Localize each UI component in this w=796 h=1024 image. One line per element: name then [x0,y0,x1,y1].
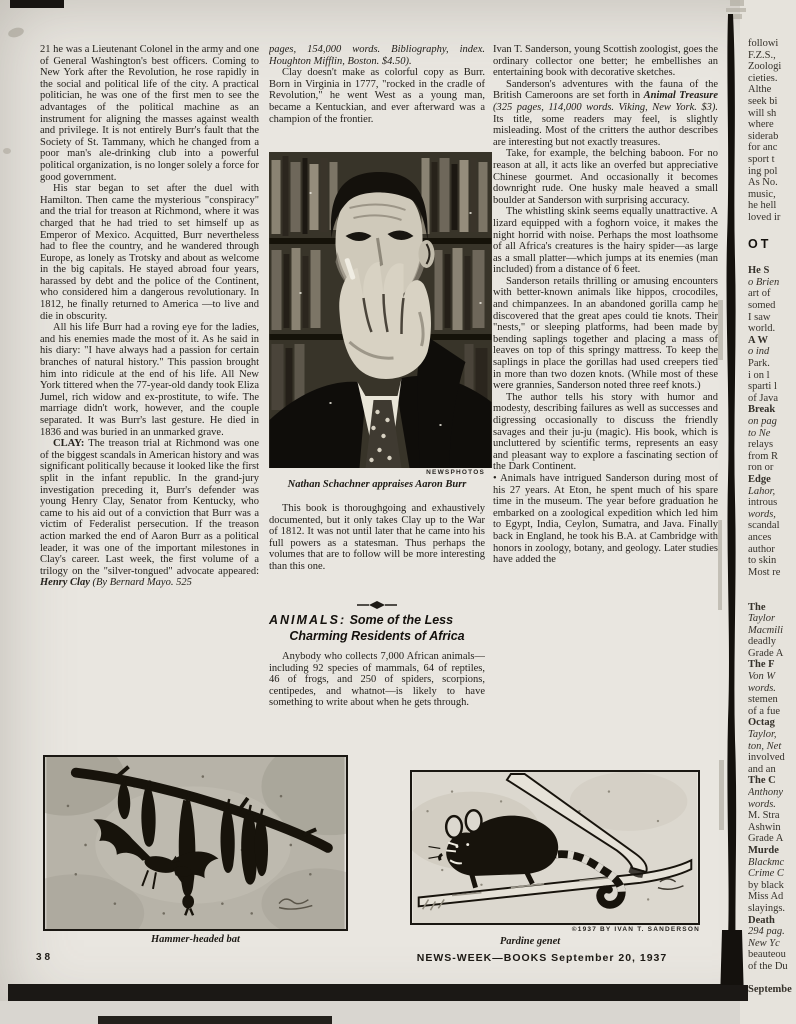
column-2-mid [269,503,485,591]
sliver-text-line: Octag [748,717,775,729]
bottom-black-bar [8,984,796,1001]
sliver-text-line: of a fue [748,705,781,717]
genet-illustration [410,770,700,925]
sliver-text-line: I saw [748,311,771,323]
book-reference-continued: pages, 154,000 words. Bibliography, index. Houghton Mifflin, Boston. $4.50). [269,44,485,67]
sliver-text-line: A W [748,334,768,346]
sliver-text-line: will sh [748,107,777,119]
heading-rest: Some of the Less [346,613,454,627]
sliver-text-line: ton, Net [748,740,782,752]
sliver-text-line [748,254,796,266]
paragraph: This book is thoroughgoing and exhaustively documented, but it only takes Clay up to the War of 1812. It was not until later that he came into his full powers as a statesman. Thus perhaps the volumes that are to follow will be more interesting than this one. [269,503,485,572]
schachner-photo [269,152,492,468]
paragraph-text: Sanderson's adventures with the fauna of the British Cameroons are set forth in [493,78,718,102]
sliver-text-line: Ashwin [748,821,781,833]
paragraph: All his life Burr had a roving eye for the ladies, and his enemies made the most of it. As he said in his diary: "I have always had a passion for certain branches of natural history." This passion brought him into ridicule at the end of his life. All New York tittered when the 77-year-old dandy took Eliza Jumel, rich widow and ex-prostitute, to wife. The marriage didn't work, however, and the couple separated. It was Burr's last gesture. He died in 1836 and was buried in an unmarked grave. [40,322,259,438]
ink-mark [10,0,64,8]
sliver-text-line: and an [748,763,776,775]
sliver-text-line: Zoologi [748,61,782,73]
sliver-text-line: Miss Ad [748,891,784,903]
sliver-text-line: where [748,119,774,131]
column-2-bottom [269,651,485,741]
clay-lead: CLAY: [53,438,85,450]
sliver-text-line: New Yc [748,937,780,949]
sliver-text-line: words. [748,682,776,694]
sliver-text-line: involved [748,752,785,764]
magazine-footer: NEWS-WEEK—BOOKS September 20, 1937 [416,952,668,964]
sliver-text-line: Von W [748,671,776,683]
sliver-text-line: Most re [748,566,781,578]
paragraph: His star began to set after the duel with Hamilton. Then came the mysterious "conspiracy" and the trial for treason at Richmond, where it was charged that he had tried to set himself up as Emperor of Mexico. Acquitted, Burr nevertheless had to flee the country, and he wandered through Europe, as lonely as Trotsky and about as welcome in the big capitals. He stayed abroad four years, harassed by debt and the police of the Continent, who considered him a dangerous revolutionary. In 1812, he finally returned to America —to live and die in obscurity. [40,183,259,322]
sliver-text-line: As No. [748,177,778,189]
paragraph: Take, for example, the belching baboon. For no reason at all, it acts like an overfed but appreciative Chinese gourmet. And occasionally it becomes downright rude. One husky male heaved a small boulder at Sanderson with surprising accuracy. [493,148,718,206]
sliver-text-line: words. [748,798,776,810]
sliver-text-line: Septembe [748,984,792,996]
paragraph-text: The treason trial at Richmond was one of the biggest scandals in American history and was significant politically because it looked like the first split in the infant republic. In the grand-jury investigation preceding it, Burr's defender was young Henry Clay, Senator from Kentucky, who came to his aid out of a conviction that Burr was a victim of Federalist persecution. If the treason action marked the end of Aaron Burr as a political leader, it was one of the important milestones in Clay's career. Last week, the first volume of a trilogy on the "silver-tongued" advocate appeared: [40,438,259,577]
sliver-text-line: deadly [748,636,776,648]
ear [446,816,462,838]
sliver-text-line: words, [748,508,776,520]
sliver-text-line: siderab [748,130,779,142]
smudge [3,148,11,154]
sliver-text-line: for anc [748,142,778,154]
column-3 [493,44,718,746]
sliver-text-line: Murde [748,844,779,856]
sliver-text-line: sport t [748,153,775,165]
sliver-text-line: author [748,543,775,555]
paragraph: Sanderson retails thrilling or amusing encounters with better-known animals like hippos, crocodiles, and chimpanzees. In an abandoned gorilla camp he discovered that the great apes could tie knots. Their "nests," or sleeping platforms, had been made by bending saplings together and placing a mass of leaves on top of this springy mattress. To keep the saplings in place the gorillas had used creepers tied in more than two dozen knots. (While most of these were grannies, Sanderson noted three reef knots.) [493,275,718,392]
sliver-text-line: stemen [748,694,778,706]
sliver-text-line: 294 pag. [748,926,785,938]
paragraph: The whistling skink seems equally unattractive. A lizard equipped with a foghorn voice, it makes the night horrid with noise. Perhaps the most loathsome of all Africa's creatures is the hairy spider—as large as a small platter—which jumps at its enemies (man included) from a distance of 6 feet. [493,206,718,276]
genet-copyright-credit: ©1937 BY IVAN T. SANDERSON [571,926,700,933]
sliver-text-line: ances [748,531,772,543]
heading-lead: ANIMALS: [269,613,347,627]
paragraph-text: Its title, some readers may feel, is slightly misleading. Most of the critters the author describes are interesting but not exactly treasures. [493,113,718,148]
column-2-top [269,44,485,150]
sliver-text-line: cieties. [748,72,778,84]
paragraph: The author tells his story with humor and modesty, describing failures as well as successes and digressing occasionally to discuss the friendly savages and their ju-ju (magic). His book, which is uncluttered by scientific terms, represents an easy and pleasant way to explore a fascinating section of the Dark Continent. [493,391,718,473]
paragraph: Ivan T. Sanderson, young Scottish zoologist, goes the ordinary collector one better; he embellishes an entertaining book with decorative sketches. [493,44,718,79]
sliver-text-line: ing pol [748,165,778,177]
sliver-text-line: slayings. [748,902,786,914]
sliver-text-line: to skin [748,555,777,567]
sliver-text-line: introus [748,497,778,509]
sliver-text-line: o ind [748,346,770,358]
sliver-text-line: of Java [748,392,779,404]
paragraph: Anybody who collects 7,000 African animals—including 92 species of mammals, 64 of reptiles, 46 of frogs, and 250 of spiders, scorpions, centipedes, and whatnot—is likely to have something to write about when he gets through. [269,651,485,709]
sliver-text-line: on pag [748,416,777,427]
page-number: 38 [36,952,54,963]
sliver-text-line: Grade A [748,833,784,845]
sliver-text-line: of the Du [748,960,788,972]
sliver-text-line: Park. [748,358,770,370]
heading-line2: Charming Residents of Africa [289,629,465,643]
sliver-text-line: i on l [748,369,770,381]
sliver-text-line: F.Z.S., [748,49,776,61]
photo-credit: NEWSPHOTOS [426,469,485,476]
portrait-photo-art [269,152,492,468]
book-title: Animal Treasure [643,90,718,102]
smudge [7,26,25,39]
photo-caption: Nathan Schachner appraises Aaron Burr [287,479,467,490]
sliver-text-line [748,973,796,985]
book-reference: (By Bernard Mayo. 525 [89,577,192,589]
sliver-text-line: Althe [748,84,772,96]
sliver-text-line: to Ne [748,427,771,439]
sliver-text-line: The F [748,659,775,671]
sliver-text-line: world. [748,323,776,335]
paragraph: Clay doesn't make as colorful copy as Burr. Born in Virginia in 1777, "rocked in the cradle of Revolution," he went West as a young man, became a Kentuckian, and ever afterward was a champion of the frontier. [269,67,485,125]
sliver-text-line: he hell [748,200,777,212]
sliver-text-line: o Brien [748,276,780,288]
bat-caption: Hammer-headed bat [151,934,240,945]
book-reference: (325 pages, 114,000 words. Viking, New York. $3). [493,101,718,113]
sliver-text-line: The [748,601,766,613]
sliver-text-line: followi [748,38,779,49]
sliver-text-line: sparti l [748,381,777,393]
binding-spine-shadow [716,0,748,1024]
sliver-text-line: Macmili [748,624,783,636]
sliver-text-line: He S [748,265,770,277]
book-title: Henry Clay [40,577,90,589]
sliver-text-line: M. Stra [748,810,780,822]
sliver-text-line: art of [748,288,771,300]
sliver-text-line: relays [748,439,774,451]
genet-caption: Pardine genet [499,936,561,947]
sliver-text-line [748,224,796,236]
next-page-bar-edge [98,1016,332,1024]
sliver-text-line: ron or [748,462,774,474]
column-1 [40,44,259,746]
sliver-text-line: from R [748,450,779,462]
paragraph [40,438,259,589]
sliver-text-line: music, [748,188,776,200]
sliver-text-line: loved ir [748,211,781,223]
animals-section-heading [269,612,485,644]
sliver-text-line: by black [748,879,784,891]
sliver-text-line: Lahor, [748,485,776,497]
next-page-text-sliver [748,38,796,996]
sliver-text-line: Crime C [748,868,784,880]
sliver-text-line [748,578,796,590]
pardine-genet-drawing [412,772,698,923]
sliver-text-line: Break [748,404,776,416]
sliver-text-line: scandal [748,520,780,532]
bat-illustration [43,755,348,931]
sliver-text-line: Death [748,914,775,926]
sliver-text-line: Taylor, [748,729,777,741]
ear [466,810,482,832]
sliver-text-line [748,590,796,602]
sliver-text-line: Taylor [748,613,776,625]
sliver-text-line: The C [748,775,776,787]
hammer-headed-bat-drawing [45,757,346,929]
sliver-text-line: somed [748,300,776,312]
diamond-divider-ornament [355,601,399,609]
paragraph: 21 he was a Lieutenant Colonel in the army and one of General Washington's best officers. Coming to New York after the Revolution, he rose rapidly in the social and political life of the city. A practical politician, he was one of the first men to see the advantages of the political machine as an instrument for aligning the masses against wealth and privilege. It is not entirely Burr's fault that the Society of St. Tammany, which he changed from a poor man's ale-drinking club into a powerful political organization, is no longer solely a force for good government. [40,44,259,183]
sliver-text-line: OT [748,237,772,252]
paragraph-bulleted: • Animals have intrigued Sanderson during most of his 27 years. At Eton, he spent much of his spare time in the museum. The year before graduation he embarked on a zoological expedition which led him to Egypt, India, Ceylon, Sumatra, and Java. Finally back in England, he took his B.A. at Cambridge with honors in zoology, botany, and geology. Later studies have added the [493,472,718,566]
sliver-text-line: Blackmc [748,856,785,868]
sliver-text-line: Anthony [748,787,783,798]
sliver-text-line: beauteou [748,949,786,961]
sliver-text-line: Edge [748,473,771,485]
sliver-text-line: Grade A [748,647,784,659]
sliver-text-line: seek bi [748,95,778,107]
paragraph [493,79,718,149]
